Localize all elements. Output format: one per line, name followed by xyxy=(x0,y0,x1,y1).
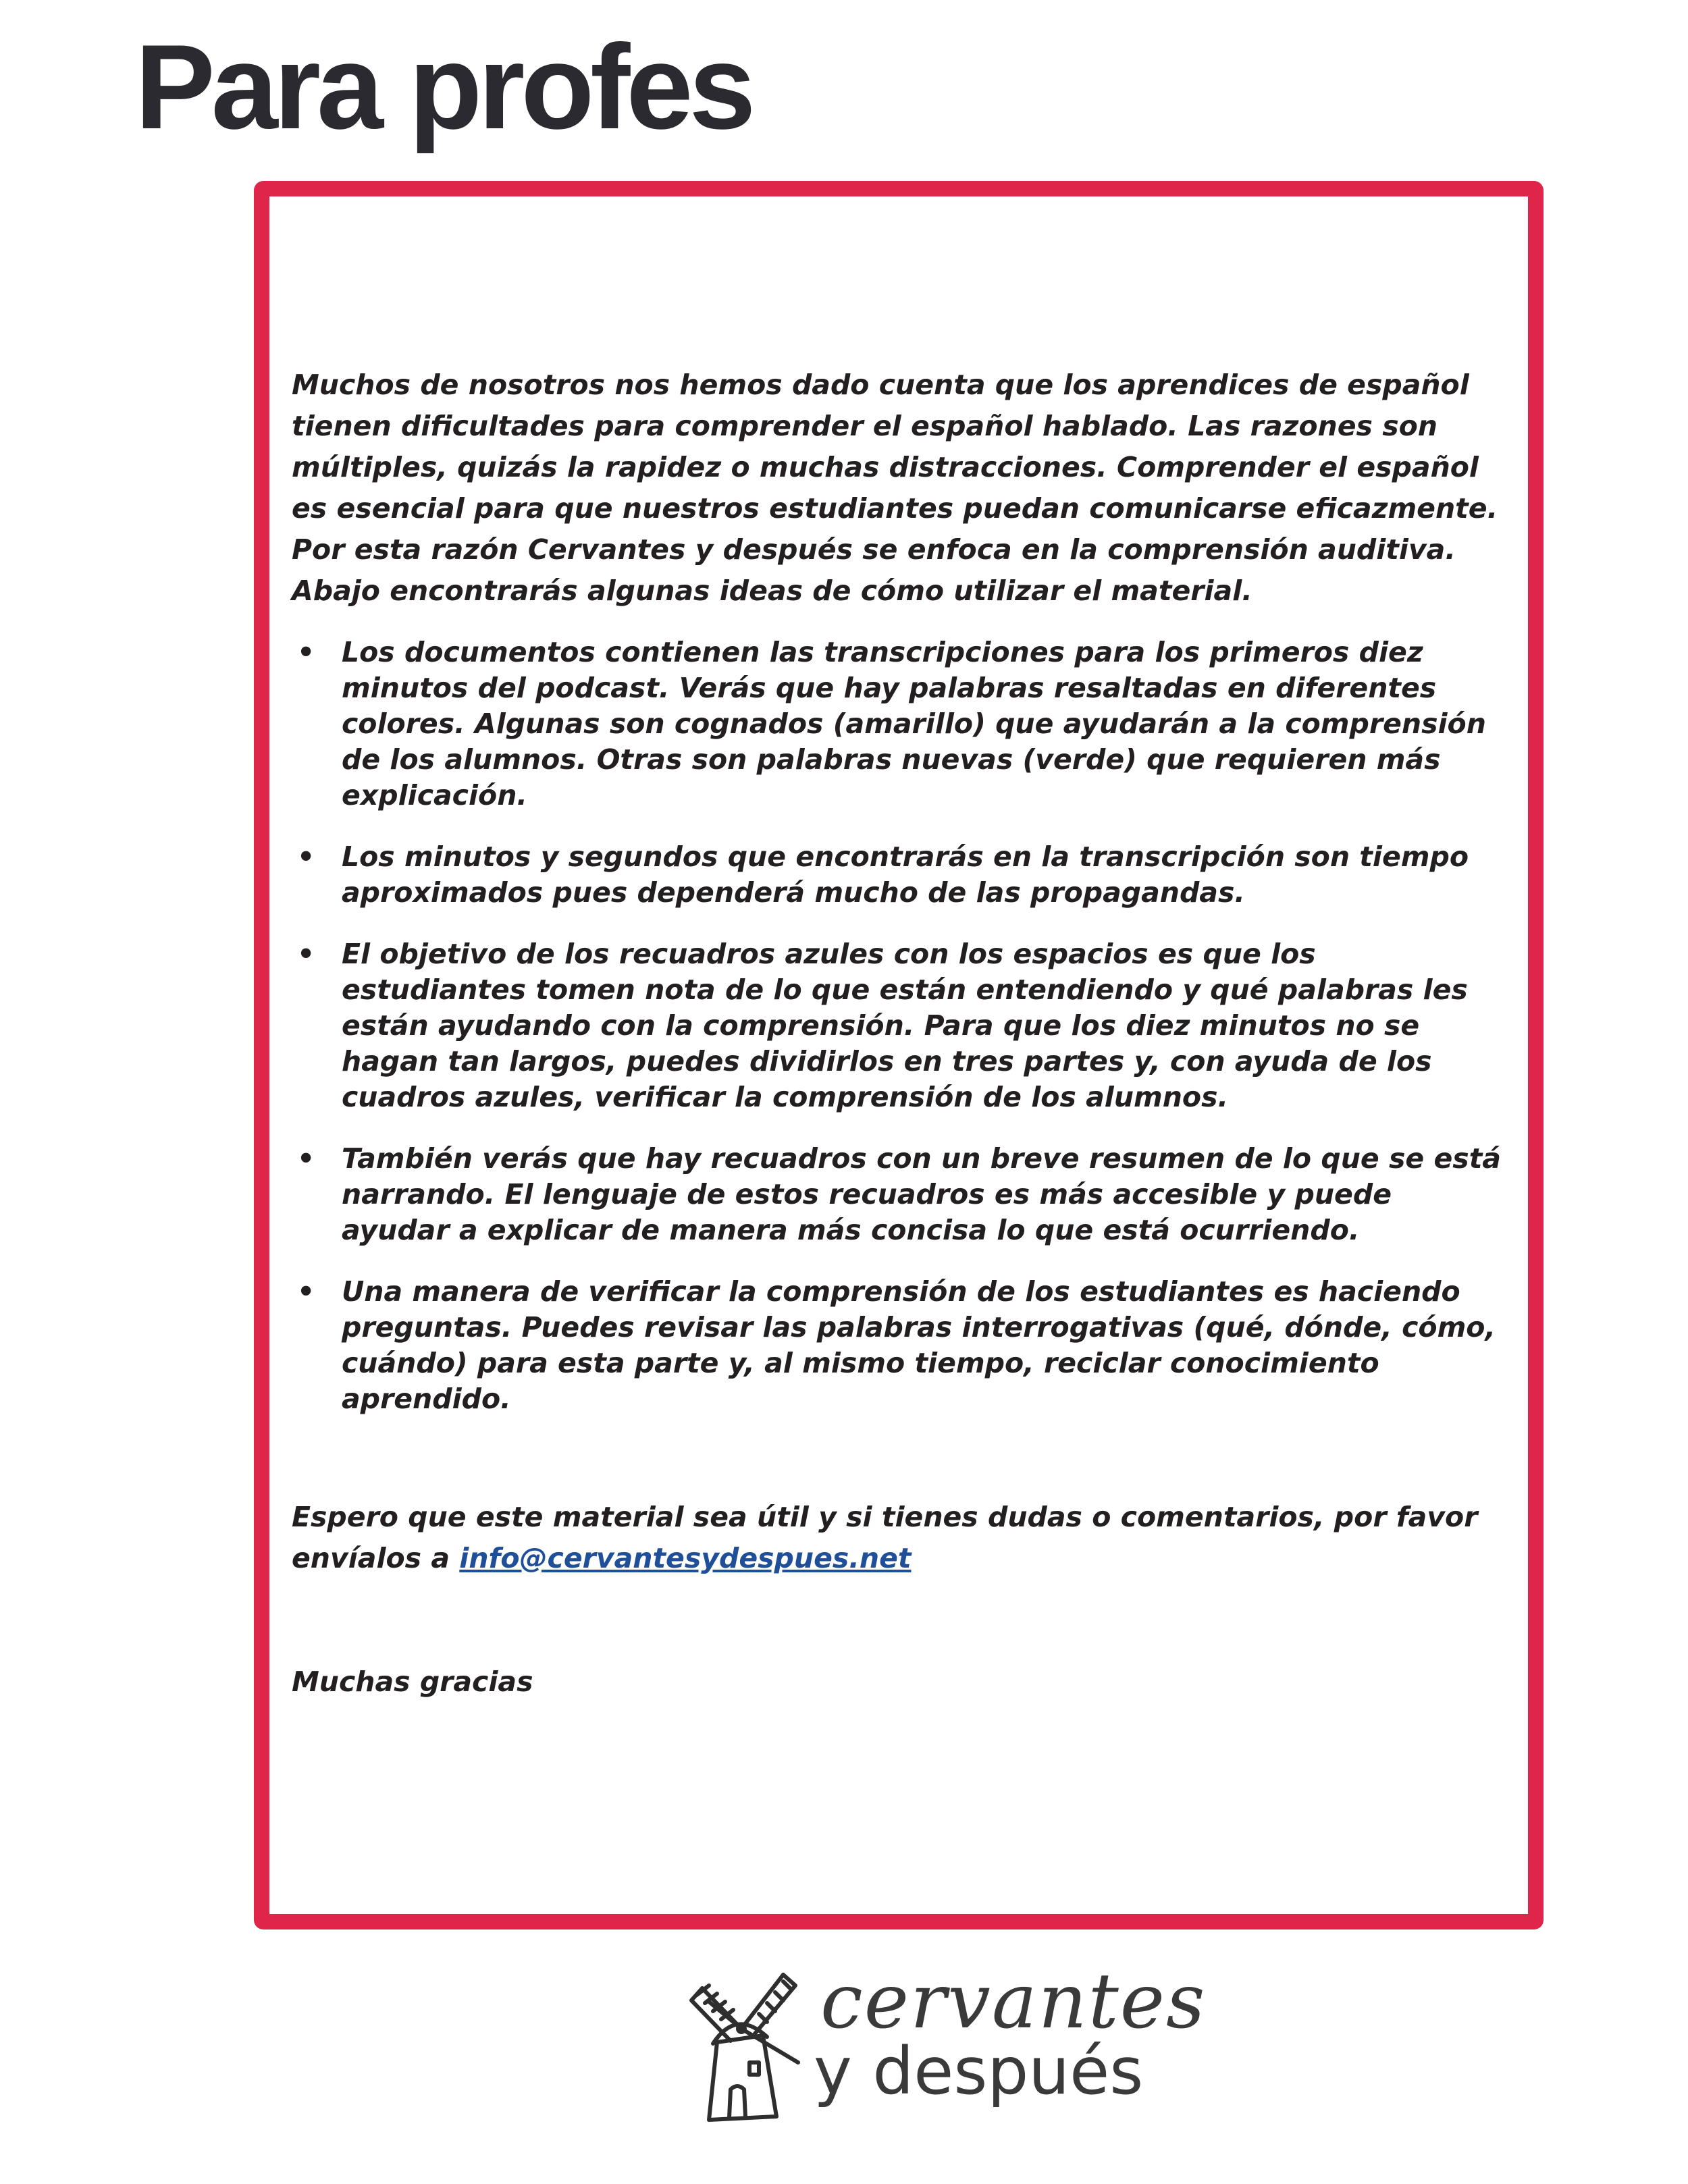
main-content xyxy=(292,365,1507,1703)
tips-list xyxy=(292,635,1507,1417)
list-item: • El objetivo de los recuadros azules con los espacios es que los estudiantes tomen nota de lo que están entendiendo y qué palabras les están ayudando con la comprensión. Para que los diez minutos no se hagan tan largos, puedes dividirlos en tres partes y, con ayuda de los cuadros azules, verificar la comprensión de los alumnos. xyxy=(292,936,1507,1115)
windmill-icon xyxy=(682,1961,817,2123)
brand-logo xyxy=(682,1958,1207,2123)
list-item: • También verás que hay recuadros con un breve resumen de lo que se está narrando. El lenguaje de estos recuadros es más accesible y puede ayudar a explicar de manera más concisa lo que está ocurriendo. xyxy=(292,1141,1507,1248)
page-title: Para profes xyxy=(135,20,752,154)
closing-text: Espero que este material sea útil y si tienes dudas o comentarios, por favor envíalos a xyxy=(292,1501,1478,1574)
list-item: • Los documentos contienen las transcripciones para los primeros diez minutos del podcast. Verás que hay palabras resaltadas en diferentes colores. Algunas son cognados (amarillo) que ayudarán a la comprensión de los alumnos. Otras son palabras nuevas (verde) que requieren más explicación. xyxy=(292,635,1507,814)
closing-paragraph xyxy=(292,1497,1507,1579)
logo-wordmark-y-despues: y después xyxy=(814,2033,1144,2109)
intro-paragraph: Muchos de nosotros nos hemos dado cuenta que los aprendices de español tienen dificultades para comprender el español hablado. Las razones son múltiples, quizás la rapidez o muchas distracciones. Comprender el español es esencial para que nuestros estudiantes puedan comunicarse eficazmente. Por esta razón Cervantes y después se enfoca en la comprensión auditiva. Abajo encontrarás algunas ideas de cómo utilizar el material. xyxy=(292,369,1498,607)
email-link[interactable]: info@cervantesydespues.net xyxy=(459,1542,912,1574)
list-item: • Los minutos y segundos que encontrarás en la transcripción son tiempo aproximados pues dependerá mucho de las propagandas. xyxy=(292,839,1507,911)
list-item: • Una manera de verificar la comprensión de los estudiantes es haciendo preguntas. Puedes revisar las palabras interrogativas (qué, dónde, cómo, cuándo) para esta parte y, al mismo tiempo, reciclar conocimiento aprendido. xyxy=(292,1274,1507,1417)
logo-wordmark-cervantes: cervantes xyxy=(820,1958,1207,2046)
thanks-text: Muchas gracias xyxy=(292,1666,533,1698)
